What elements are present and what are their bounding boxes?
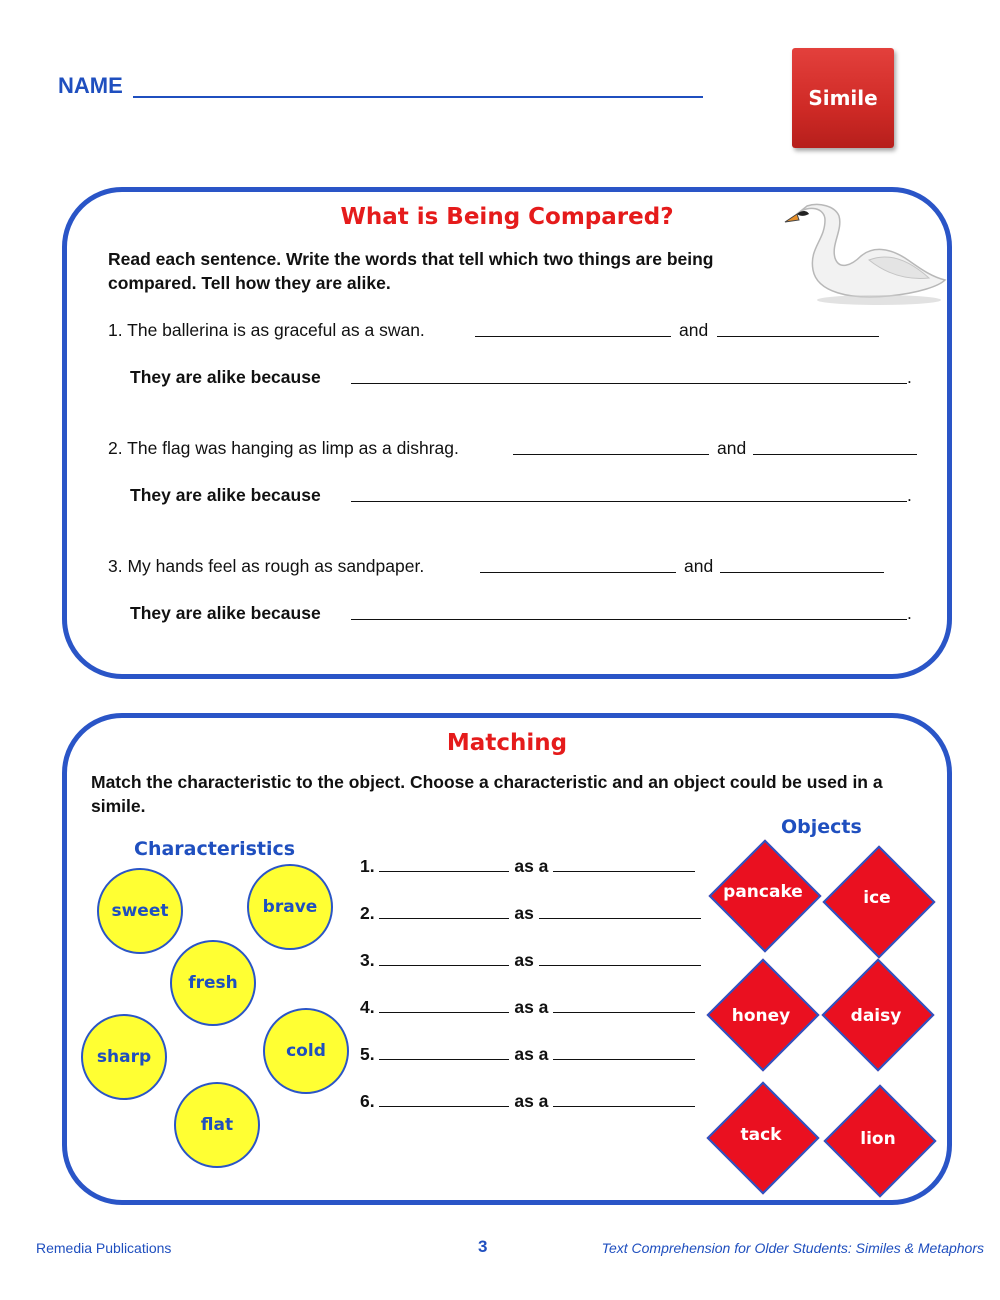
matching-panel [62,713,952,1205]
match-blank-characteristic[interactable] [379,951,509,966]
characteristic-label: brave [262,897,318,917]
swan-icon [779,200,949,310]
match-word: as a [514,1044,549,1064]
and-1: and [679,320,709,340]
page-number: 3 [478,1237,488,1256]
match-blank-characteristic[interactable] [379,998,509,1013]
alike-blank-2[interactable] [351,487,907,502]
match-num: 4. [360,997,375,1017]
compared-panel [62,187,952,679]
match-word: as a [514,997,549,1017]
match-blank-characteristic[interactable] [379,904,509,919]
characteristic-label: fresh [188,973,238,993]
alike-label-1: They are alike because [130,367,321,387]
match-blank-object[interactable] [539,904,701,919]
answer-blank-2a[interactable] [513,440,709,455]
characteristic-sweet[interactable] [97,868,183,954]
compared-instructions: Read each sentence. Write the words that tell which two things are being compared. Tell how they are alike. [108,249,714,293]
answer-blank-1a[interactable] [475,322,671,337]
characteristic-brave[interactable] [247,864,333,950]
match-blank-object[interactable] [553,998,695,1013]
match-num: 1. [360,856,375,876]
object-pancake: pancake [723,882,803,902]
question-2: 2. The flag was hanging as limp as a dishrag. [108,438,459,458]
period-1: . [907,367,912,387]
question-1: 1. The ballerina is as graceful as a swan. [108,320,425,340]
match-word: as [514,950,534,970]
match-num: 6. [360,1091,375,1111]
characteristics-label: Characteristics [134,838,296,860]
object-honey: honey [731,1006,791,1026]
match-line-3 [360,950,701,971]
alike-label-2: They are alike because [130,485,321,505]
match-blank-object[interactable] [553,1045,695,1060]
match-blank-characteristic[interactable] [379,1092,509,1107]
name-label: NAME [58,73,123,98]
alike-label-3: They are alike because [130,603,321,623]
match-line-1 [360,856,695,877]
match-line-4 [360,997,695,1018]
question-3: 3. My hands feel as rough as sandpaper. [108,556,425,576]
objects-label: Objects [781,816,862,838]
match-line-2 [360,903,701,924]
match-word: as a [514,856,549,876]
match-word: as a [514,1091,549,1111]
and-2: and [717,438,747,458]
match-blank-object[interactable] [553,857,695,872]
characteristic-cold[interactable] [263,1008,349,1094]
footer-book-title: Text Comprehension for Older Students: Similes & Metaphors [601,1240,984,1256]
simile-badge: Simile [792,48,894,148]
match-line-6 [360,1091,695,1112]
match-num: 5. [360,1044,375,1064]
characteristic-sharp[interactable] [81,1014,167,1100]
object-lion: lion [860,1129,896,1149]
footer-publisher: Remedia Publications [36,1240,172,1256]
period-3: . [907,603,912,623]
answer-blank-3a[interactable] [480,558,676,573]
characteristic-label: sharp [96,1047,152,1067]
answer-blank-2b[interactable] [753,440,917,455]
match-blank-object[interactable] [539,951,701,966]
characteristic-label: flat [200,1115,234,1135]
name-line[interactable] [133,96,703,98]
characteristic-flat[interactable] [174,1082,260,1168]
match-line-5 [360,1044,695,1065]
characteristic-fresh[interactable] [170,940,256,1026]
and-3: and [684,556,714,576]
object-daisy: daisy [850,1006,902,1026]
period-2: . [907,485,912,505]
answer-blank-3b[interactable] [720,558,884,573]
object-tack: tack [740,1125,782,1145]
alike-blank-3[interactable] [351,605,907,620]
match-blank-characteristic[interactable] [379,857,509,872]
characteristic-label: cold [286,1041,326,1061]
alike-blank-1[interactable] [351,369,907,384]
object-ice: ice [863,888,891,908]
matching-instructions: Match the characteristic to the object. Choose a characteristic and an object could be used in a simile. [91,772,883,816]
characteristic-label: sweet [111,901,169,921]
matching-title: Matching [446,730,568,756]
match-blank-characteristic[interactable] [379,1045,509,1060]
compared-title: What is Being Compared? [340,204,674,230]
match-num: 2. [360,903,375,923]
answer-blank-1b[interactable] [717,322,879,337]
match-num: 3. [360,950,375,970]
match-word: as [514,903,534,923]
match-blank-object[interactable] [553,1092,695,1107]
